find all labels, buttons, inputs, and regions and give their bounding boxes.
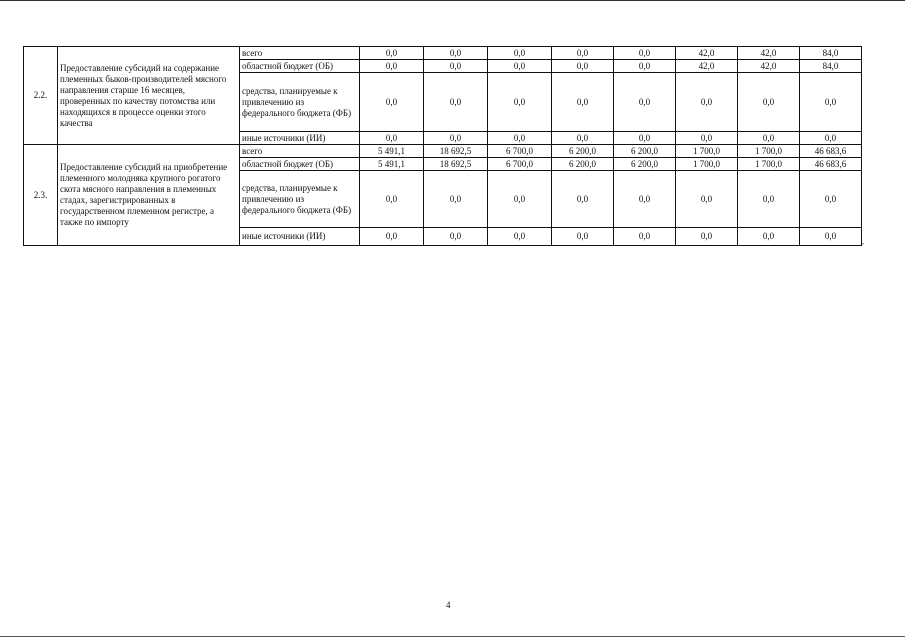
value-cell: 0,0 [424, 73, 488, 132]
funding-source: иные источники (ИИ) [240, 228, 360, 246]
value-cell: 0,0 [552, 73, 614, 132]
scan-top-edge [0, 0, 905, 1]
value-cell: 0,0 [488, 73, 552, 132]
value-cell: 0,0 [360, 47, 424, 60]
value-cell: 6 200,0 [552, 145, 614, 158]
value-cell: 0,0 [800, 132, 862, 145]
value-cell: 42,0 [676, 47, 738, 60]
value-cell: 0,0 [488, 132, 552, 145]
value-cell: 84,0 [800, 47, 862, 60]
value-cell: 0,0 [676, 132, 738, 145]
value-cell: 0,0 [614, 60, 676, 73]
value-cell: 0,0 [360, 73, 424, 132]
value-cell: 0,0 [738, 73, 800, 132]
value-cell: 1 700,0 [676, 145, 738, 158]
value-cell: 0,0 [614, 47, 676, 60]
value-cell: 6 700,0 [488, 145, 552, 158]
value-cell: 0,0 [738, 228, 800, 246]
scan-bottom-edge [0, 636, 905, 637]
value-cell: 0,0 [614, 132, 676, 145]
value-cell: 1 700,0 [738, 158, 800, 171]
funding-source: средства, планируемые к привлечению из федерального бюджета (ФБ) [240, 171, 360, 228]
value-cell: 0,0 [424, 47, 488, 60]
value-cell: 0,0 [552, 171, 614, 228]
value-cell: 0,0 [360, 60, 424, 73]
value-cell: 0,0 [676, 171, 738, 228]
measure-description: Предоставление субсидий на приобретение племенного молодняка крупного рогатого скота мясного направления в племенных стадах, зарегистрированных в государственном племенном регистре, а также по импорту [58, 145, 240, 246]
page-number: 4 [446, 600, 451, 610]
value-cell: 0,0 [552, 132, 614, 145]
value-cell: 6 200,0 [614, 145, 676, 158]
value-cell: 42,0 [676, 60, 738, 73]
value-cell: 0,0 [424, 132, 488, 145]
value-cell: 0,0 [424, 60, 488, 73]
value-cell: 1 700,0 [738, 145, 800, 158]
value-cell: 0,0 [800, 228, 862, 246]
value-cell: 0,0 [360, 171, 424, 228]
value-cell: 84,0 [800, 60, 862, 73]
value-cell: 0,0 [488, 171, 552, 228]
value-cell: 0,0 [488, 47, 552, 60]
value-cell: 6 200,0 [552, 158, 614, 171]
value-cell: 46 683,6 [800, 158, 862, 171]
funding-source: иные источники (ИИ) [240, 132, 360, 145]
value-cell: 0,0 [552, 47, 614, 60]
end-quote-mark: » [861, 241, 864, 247]
value-cell: 6 700,0 [488, 158, 552, 171]
value-cell: 6 200,0 [614, 158, 676, 171]
value-cell: 0,0 [738, 171, 800, 228]
value-cell: 1 700,0 [676, 158, 738, 171]
value-cell: 0,0 [800, 73, 862, 132]
value-cell: 0,0 [424, 171, 488, 228]
value-cell: 42,0 [738, 47, 800, 60]
value-cell: 0,0 [676, 73, 738, 132]
value-cell: 0,0 [360, 228, 424, 246]
value-cell: 0,0 [614, 73, 676, 132]
value-cell: 0,0 [614, 171, 676, 228]
value-cell: 46 683,6 [800, 145, 862, 158]
value-cell: 18 692,5 [424, 145, 488, 158]
budget-table [23, 46, 862, 246]
value-cell: 0,0 [738, 132, 800, 145]
value-cell: 0,0 [552, 228, 614, 246]
value-cell: 18 692,5 [424, 158, 488, 171]
funding-source: всего [240, 145, 360, 158]
funding-source: всего [240, 47, 360, 60]
funding-source: областной бюджет (ОБ) [240, 158, 360, 171]
table-row [24, 145, 862, 158]
value-cell: 0,0 [424, 228, 488, 246]
value-cell: 0,0 [676, 228, 738, 246]
value-cell: 0,0 [552, 60, 614, 73]
value-cell: 0,0 [488, 228, 552, 246]
row-number: 2.3. [24, 145, 58, 246]
value-cell: 5 491,1 [360, 158, 424, 171]
row-number: 2.2. [24, 47, 58, 145]
value-cell: 0,0 [360, 132, 424, 145]
value-cell: 42,0 [738, 60, 800, 73]
value-cell: 0,0 [800, 171, 862, 228]
measure-description: Предоставление субсидий на содержание племенных быков-производителей мясного направления старше 16 месяцев, проверенных по качеству потомства или находящихся в процессе оценки этого качества [58, 47, 240, 145]
funding-source: средства, планируемые к привлечению из федерального бюджета (ФБ) [240, 73, 360, 132]
value-cell: 0,0 [488, 60, 552, 73]
value-cell: 5 491,1 [360, 145, 424, 158]
table-row [24, 47, 862, 60]
value-cell: 0,0 [614, 228, 676, 246]
funding-source: областной бюджет (ОБ) [240, 60, 360, 73]
